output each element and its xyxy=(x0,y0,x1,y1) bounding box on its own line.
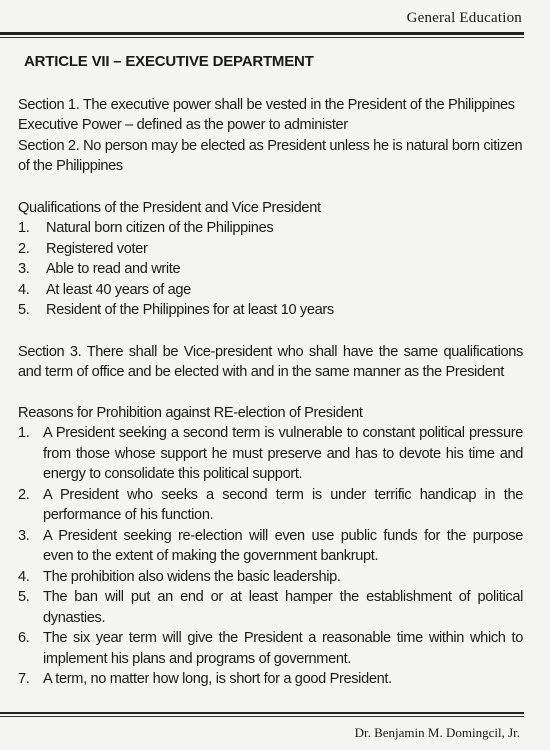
list-number: 2. xyxy=(18,240,30,257)
list-item xyxy=(18,280,523,301)
list-text: At least 40 years of age xyxy=(46,281,191,298)
qualifications-list xyxy=(18,218,523,321)
footer-rule-thick xyxy=(0,712,524,714)
qualifications-heading: Qualifications of the President and Vice President xyxy=(18,199,321,216)
list-number: 5. xyxy=(18,589,30,605)
executive-power-definition: Executive Power – defined as the power to administer xyxy=(18,117,348,133)
list-item xyxy=(18,218,523,239)
list-number: 7. xyxy=(18,671,30,687)
header-rule-thick xyxy=(0,32,524,35)
list-text: A President seeking re-election will even use public funds for the purpose even to the extent of making the government bankrupt. xyxy=(43,527,523,564)
list-item xyxy=(18,669,523,690)
section-2-text: Section 2. No person may be elected as President unless he is natural born citizen of the Philippines xyxy=(18,137,523,174)
list-text: Able to read and write xyxy=(46,261,181,277)
header-rule-thin xyxy=(0,37,524,38)
list-number: 6. xyxy=(18,630,30,646)
list-text: The ban will put an end or at least hamper the establishment of political dynasties. xyxy=(43,589,523,626)
list-item xyxy=(18,300,523,321)
section-1-block xyxy=(18,95,523,177)
list-item xyxy=(18,259,523,280)
reasons-heading: Reasons for Prohibition against RE-election of President xyxy=(18,404,363,421)
list-text: A term, no matter how long, is short for a good President. xyxy=(43,671,392,687)
list-text: Natural born citizen of the Philippines xyxy=(46,220,274,236)
list-item xyxy=(18,485,523,526)
list-number: 4. xyxy=(18,281,30,298)
list-item xyxy=(18,423,523,485)
list-number: 1. xyxy=(18,220,30,236)
section-1-text: Section 1. The executive power shall be vested in the President of the Philippines xyxy=(18,96,515,113)
list-item xyxy=(18,239,523,260)
list-text: A President who seeks a second term is under terrific handicap in the performance of his function. xyxy=(43,486,523,523)
list-text: Resident of the Philippines for at least 10 years xyxy=(46,302,334,318)
list-number: 3. xyxy=(18,527,30,544)
list-number: 1. xyxy=(18,425,30,441)
list-item xyxy=(18,628,523,669)
list-text: A President seeking a second term is vulnerable to constant political pressure from those whose support he must preserve and has to devote his time and energy to consolidate this political support. xyxy=(43,425,523,482)
list-item xyxy=(18,526,523,567)
list-text: The six year term will give the President a reasonable time within which to implement his plans and programs of government. xyxy=(43,630,523,667)
running-header: General Education xyxy=(406,10,522,26)
list-number: 5. xyxy=(18,302,30,318)
list-text: Registered voter xyxy=(46,240,148,257)
section-3-text: Section 3. There shall be Vice-president who shall have the same qualifications and term of office and be elected with and in the same manner as the President xyxy=(18,343,523,380)
list-number: 4. xyxy=(18,568,30,585)
list-item xyxy=(18,587,523,628)
document-body xyxy=(18,52,523,690)
reasons-list xyxy=(18,423,523,690)
list-text: The prohibition also widens the basic leadership. xyxy=(43,568,341,585)
list-number: 2. xyxy=(18,486,30,503)
list-number: 3. xyxy=(18,261,30,277)
footer-author: Dr. Benjamin M. Domingcil, Jr. xyxy=(354,725,520,740)
footer-rule-thin xyxy=(0,716,524,717)
list-item xyxy=(18,567,523,588)
article-title: ARTICLE VII – EXECUTIVE DEPARTMENT xyxy=(24,53,314,70)
